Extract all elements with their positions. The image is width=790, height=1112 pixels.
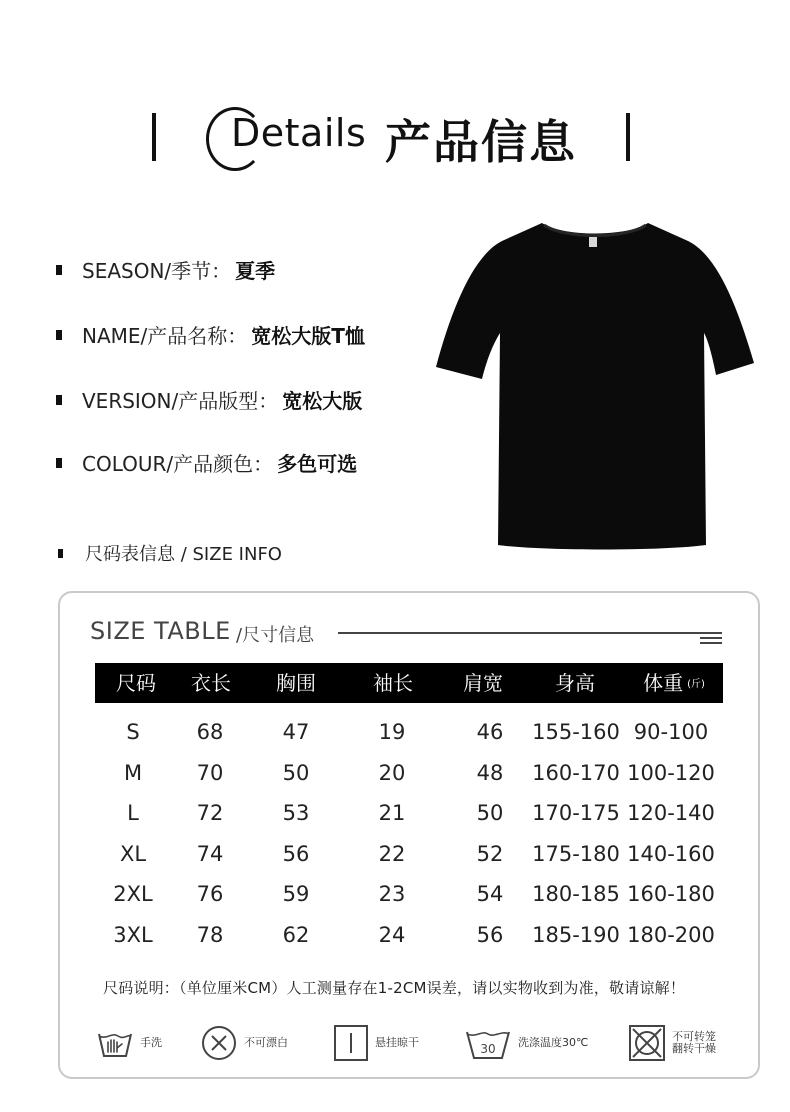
cell-weight: 100-120	[627, 760, 715, 785]
bullet-icon	[56, 395, 62, 405]
col-header-height: 身高	[555, 671, 595, 695]
bullet-icon	[56, 265, 62, 275]
info-name	[56, 320, 365, 349]
header-title-cn: 产品信息	[385, 115, 577, 169]
care-hand-wash	[96, 1023, 162, 1063]
cell-weight: 140-160	[627, 841, 715, 866]
cell-shoulder: 48	[476, 760, 504, 785]
cell-height: 170-175	[532, 801, 620, 825]
cell-size: 3XL	[113, 922, 153, 947]
info-version	[56, 385, 362, 414]
info-label: COLOUR/产品颜色：	[82, 452, 274, 476]
cell-length: 68	[196, 720, 224, 744]
cell-sleeve: 20	[378, 760, 406, 785]
care-wash-30	[464, 1023, 588, 1063]
title-rule-short	[700, 642, 722, 644]
col-header-shoulder: 肩宽	[463, 671, 503, 695]
cell-weight: 90-100	[633, 720, 709, 744]
cell-size: S	[126, 720, 140, 744]
cell-chest: 56	[282, 841, 310, 866]
col-header-chest: 胸围	[276, 671, 316, 695]
care-label: 手洗	[140, 1036, 162, 1049]
size-table-title: SIZE TABLE	[90, 617, 231, 645]
bullet-icon	[58, 549, 63, 558]
size-info-heading	[58, 540, 282, 566]
info-value: 夏季	[235, 259, 276, 283]
no-tumble-dry-icon	[628, 1024, 666, 1062]
care-label-line1: 不可转笼	[672, 1030, 716, 1043]
cell-shoulder: 46	[476, 720, 504, 744]
cell-length: 78	[196, 922, 224, 947]
cell-sleeve: 19	[378, 720, 406, 744]
cell-chest: 50	[282, 760, 310, 785]
info-value: 多色可选	[277, 452, 358, 476]
cell-weight: 120-140	[627, 801, 715, 825]
care-label	[672, 1031, 716, 1055]
wash-30-icon	[464, 1024, 512, 1062]
cell-chest: 53	[282, 801, 310, 825]
bullet-icon	[56, 330, 62, 340]
care-label: 不可漂白	[244, 1036, 288, 1049]
cell-length: 70	[196, 760, 224, 785]
header-title-en: Details	[231, 111, 367, 155]
cell-height: 185-190	[532, 922, 620, 947]
cell-chest: 47	[282, 720, 310, 744]
cell-size: XL	[119, 841, 147, 866]
cell-shoulder: 52	[476, 841, 504, 866]
cell-weight: 160-180	[627, 882, 715, 906]
cell-shoulder: 54	[476, 882, 504, 906]
hand-wash-icon	[96, 1026, 134, 1060]
title-rule	[338, 632, 722, 634]
info-label: NAME/产品名称：	[82, 324, 248, 348]
cell-chest: 59	[282, 882, 310, 906]
cell-shoulder: 56	[476, 922, 504, 947]
weight-unit: (斤)	[687, 678, 705, 690]
col-header-weight-label: 体重	[643, 671, 684, 695]
info-value: 宽松大版T恤	[251, 324, 365, 348]
wash-temp-text: 30	[480, 1042, 496, 1056]
cell-height: 180-185	[532, 882, 620, 906]
care-label: 悬挂晾干	[375, 1036, 419, 1049]
cell-sleeve: 23	[378, 882, 406, 906]
info-season	[56, 255, 275, 284]
cell-height: 160-170	[532, 760, 620, 785]
cell-size: M	[123, 760, 143, 785]
bullet-icon	[56, 458, 62, 468]
hang-dry-icon	[333, 1024, 369, 1062]
size-note: 尺码说明：（单位厘米CM）人工测量存在1-2CM误差，请以实物收到为准，敬请谅解！	[103, 979, 686, 997]
cell-weight: 180-200	[627, 922, 715, 947]
header-divider-left	[152, 113, 156, 161]
cell-sleeve: 24	[378, 922, 406, 947]
cell-shoulder: 50	[476, 801, 504, 825]
info-colour	[56, 448, 357, 477]
title-rule-short	[700, 637, 722, 639]
cell-length: 72	[196, 801, 224, 825]
cell-sleeve: 22	[378, 841, 406, 866]
cell-length: 74	[196, 841, 224, 866]
info-label: VERSION/产品版型：	[82, 389, 279, 413]
col-header-weight	[634, 663, 714, 703]
cell-sleeve: 21	[378, 801, 406, 825]
care-no-bleach	[200, 1023, 288, 1063]
cell-size: 2XL	[113, 882, 153, 906]
care-label-line2: 翻转干燥	[672, 1042, 716, 1055]
size-table-subtitle: /尺寸信息	[236, 625, 315, 646]
cell-chest: 62	[282, 922, 310, 947]
cell-height: 175-180	[532, 841, 620, 866]
care-hang-dry	[333, 1023, 419, 1063]
no-bleach-icon	[200, 1024, 238, 1062]
care-no-tumble-dry	[628, 1023, 716, 1063]
cell-size: L	[127, 801, 139, 825]
cell-length: 76	[196, 882, 224, 906]
col-header-sleeve: 袖长	[373, 671, 413, 695]
col-header-size: 尺码	[116, 671, 156, 695]
col-header-length: 衣长	[191, 671, 231, 695]
info-label: SEASON/季节：	[82, 259, 232, 283]
care-label: 洗涤温度30℃	[518, 1036, 589, 1049]
info-value: 宽松大版	[282, 389, 363, 413]
cell-height: 155-160	[532, 720, 620, 744]
tshirt-image	[432, 215, 758, 553]
size-info-label: 尺码表信息 / SIZE INFO	[85, 544, 282, 565]
header-divider-right	[626, 113, 630, 161]
